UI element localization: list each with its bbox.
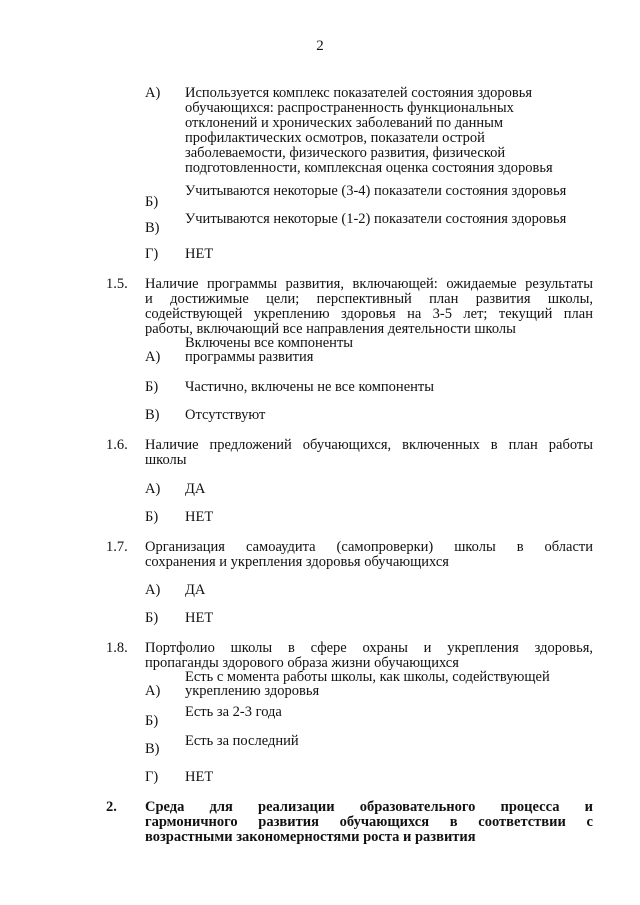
option-a-line-1: Используется комплекс показателей состояния здоровья xyxy=(185,85,533,101)
option-a-line-5: заболеваемости, физического развития, физической xyxy=(185,145,506,161)
option-v-text: Учитываются некоторые (1-2) показатели состояния здоровья xyxy=(185,211,567,227)
page-number: 2 xyxy=(316,38,324,54)
option-b-letter: Б) xyxy=(145,713,159,729)
option-g-letter: Г) xyxy=(145,246,159,262)
option-a-letter: А) xyxy=(145,85,161,101)
option-v-letter: В) xyxy=(145,220,160,236)
option-g-text: НЕТ xyxy=(185,769,214,785)
option-v-letter: В) xyxy=(145,407,160,423)
question-1-6-line-2: школы xyxy=(145,452,187,468)
option-b-text: НЕТ xyxy=(185,509,214,525)
option-b-letter: Б) xyxy=(145,610,159,626)
question-number-1-7: 1.7. xyxy=(106,539,128,555)
question-1-6-line-1: Наличие предложений обучающихся, включенных в план работы xyxy=(145,437,593,453)
option-a-letter: А) xyxy=(145,683,161,699)
question-1-8-line-1: Портфолио школы в сфере охраны и укрепления здоровья, xyxy=(145,640,593,656)
question-1-5-line-2: и достижимые цели; перспективный план развития школы, xyxy=(145,291,593,307)
option-a-line-2: укреплению здоровья xyxy=(185,683,320,699)
option-a-line-1: Включены все компоненты xyxy=(185,335,354,351)
section-number-2: 2. xyxy=(106,799,117,815)
section-2-heading-line-1: Среда для реализации образовательного процесса и xyxy=(145,799,593,815)
option-b-letter: Б) xyxy=(145,379,159,395)
option-b-text: НЕТ xyxy=(185,610,214,626)
option-g-letter: Г) xyxy=(145,769,159,785)
option-a-line-2: программы развития xyxy=(185,349,314,365)
question-1-7-line-2: сохранения и укрепления здоровья обучающихся xyxy=(145,554,449,570)
option-v-text: Отсутствуют xyxy=(185,407,266,423)
option-a-line-3: отклонений и хронических заболеваний по данным xyxy=(185,115,504,131)
option-b-letter: Б) xyxy=(145,509,159,525)
option-b-letter: Б) xyxy=(145,194,159,210)
option-b-text: Частично, включены не все компоненты xyxy=(185,379,434,395)
option-a-text: ДА xyxy=(185,582,206,598)
question-1-5-line-4: работы, включающий все направления деятельности школы xyxy=(145,321,516,337)
option-a-line-2: обучающихся: распространенность функциональных xyxy=(185,100,514,116)
option-a-letter: А) xyxy=(145,582,161,598)
option-v-text: Есть за последний xyxy=(185,733,299,749)
option-a-letter: А) xyxy=(145,481,161,497)
option-g-text: НЕТ xyxy=(185,246,214,262)
question-1-7-line-1: Организация самоаудита (самопроверки) школы в области xyxy=(145,539,593,555)
question-1-8-line-2: пропаганды здорового образа жизни обучающихся xyxy=(145,655,459,671)
option-a-line-6: подготовленности, комплексная оценка состояния здоровья xyxy=(185,160,553,176)
option-a-line-1: Есть с момента работы школы, как школы, содействующей xyxy=(185,669,550,685)
question-1-5-line-1: Наличие программы развития, включающей: ожидаемые результаты xyxy=(145,276,593,292)
question-number-1-6: 1.6. xyxy=(106,437,128,453)
option-a-text: ДА xyxy=(185,481,206,497)
option-v-letter: В) xyxy=(145,741,160,757)
option-b-text: Учитываются некоторые (3-4) показатели состояния здоровья xyxy=(185,183,567,199)
question-number-1-5: 1.5. xyxy=(106,276,128,292)
option-b-text: Есть за 2-3 года xyxy=(185,704,282,720)
question-number-1-8: 1.8. xyxy=(106,640,128,656)
option-a-line-4: профилактических осмотров, показатели острой xyxy=(185,130,485,146)
section-2-heading-line-3: возрастными закономерностями роста и развития xyxy=(145,829,476,845)
option-a-letter: А) xyxy=(145,349,161,365)
section-2-heading-line-2: гармоничного развития обучающихся в соответствии с xyxy=(145,814,593,830)
question-1-5-line-3: содействующей укреплению здоровья на 3-5 лет; текущий план xyxy=(145,306,593,322)
